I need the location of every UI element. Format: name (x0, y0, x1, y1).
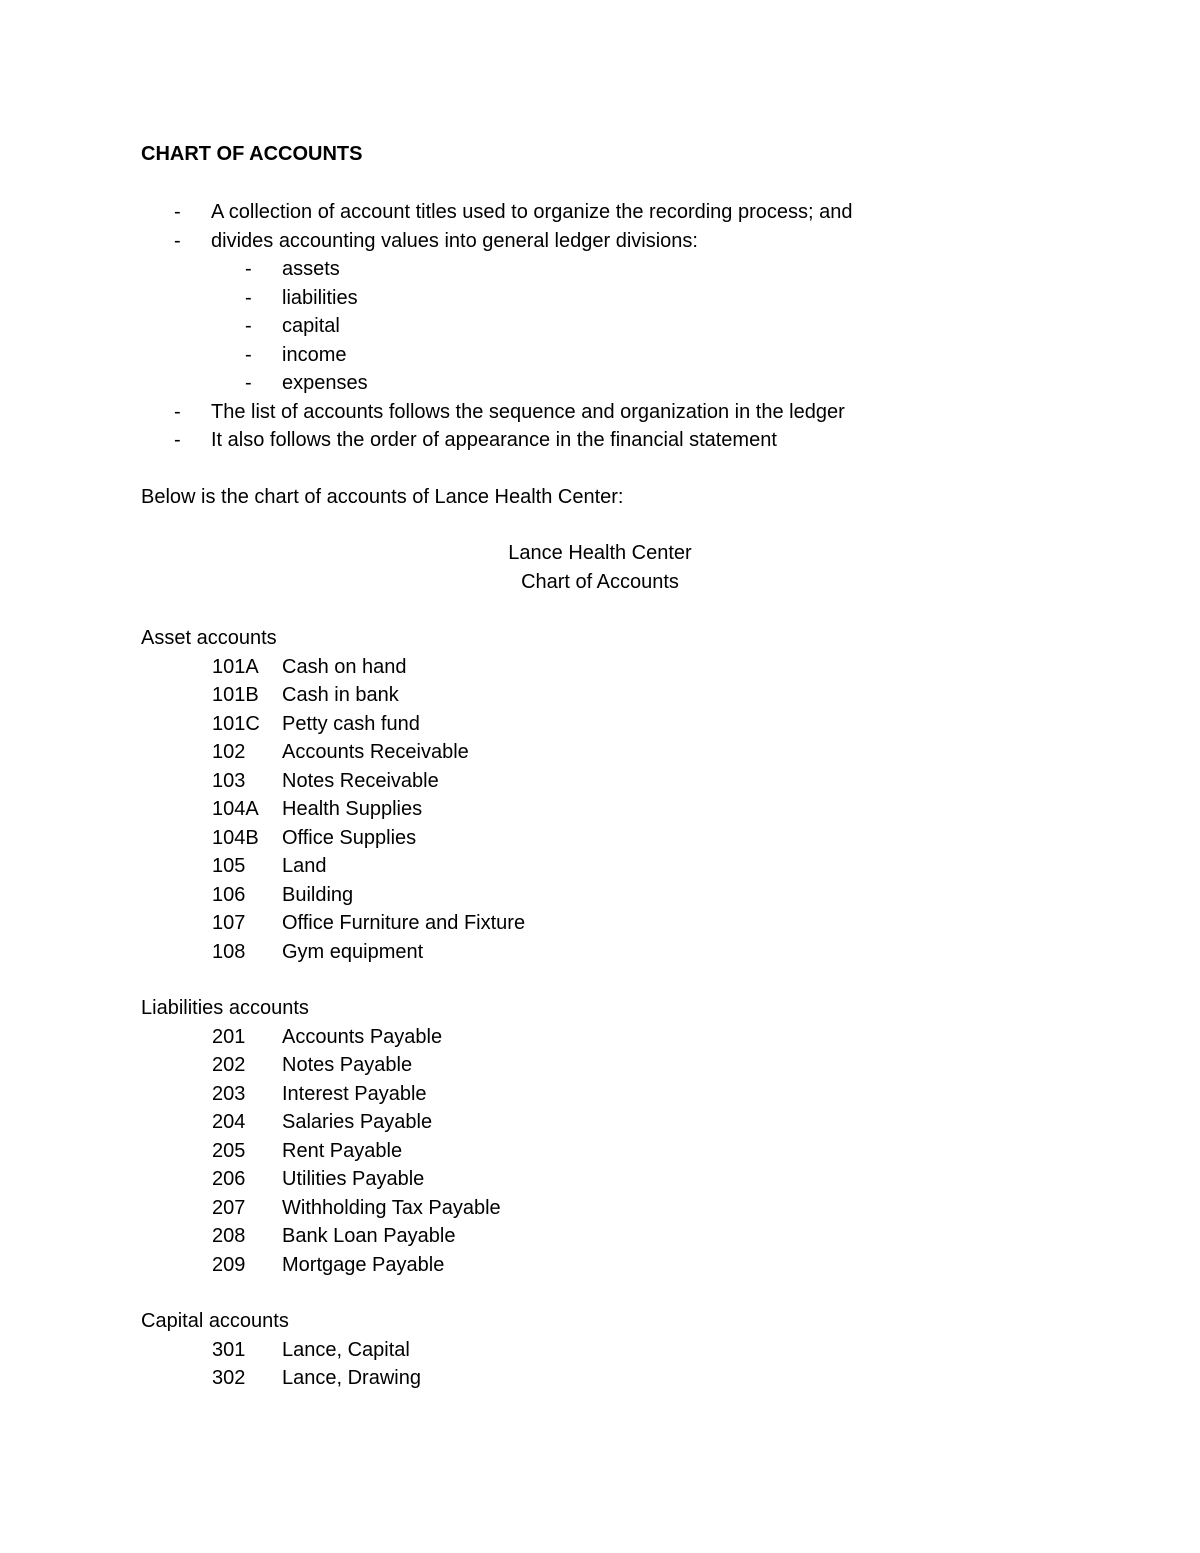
asset-accounts-list (141, 653, 1059, 967)
account-code: 202 (212, 1054, 246, 1076)
account-row (141, 824, 1059, 853)
dash-marker: - (174, 229, 181, 252)
section-label-liabilities: Liabilities accounts (141, 997, 309, 1019)
dash-marker: - (245, 343, 252, 366)
account-name: Salaries Payable (282, 1111, 433, 1133)
list-item (141, 198, 1059, 227)
account-name: Accounts Receivable (282, 741, 469, 763)
document-page (141, 140, 1059, 1393)
account-code: 103 (212, 769, 246, 792)
account-code: 203 (212, 1082, 246, 1105)
sub-list-item-text: capital (282, 315, 340, 337)
dash-marker: - (245, 286, 252, 309)
capital-accounts-list (141, 1336, 1059, 1393)
account-code: 205 (212, 1139, 246, 1162)
account-row (141, 1165, 1059, 1194)
account-row (141, 1080, 1059, 1109)
account-row (141, 795, 1059, 824)
account-name: Lance, Drawing (282, 1367, 421, 1389)
definition-list (141, 198, 1059, 255)
account-name: Cash on hand (282, 655, 407, 678)
list-item-text: divides accounting values into general ledger divisions: (211, 229, 698, 252)
dash-marker: - (245, 258, 252, 280)
account-code: 207 (212, 1196, 246, 1219)
account-name: Accounts Payable (282, 1025, 443, 1048)
dash-marker: - (174, 429, 181, 451)
account-name: Utilities Payable (282, 1168, 425, 1190)
account-row (141, 1222, 1059, 1251)
account-name: Notes Receivable (282, 769, 439, 792)
division-list (141, 255, 1059, 398)
account-row (141, 1108, 1059, 1137)
account-code: 102 (212, 741, 246, 763)
account-row (141, 1364, 1059, 1393)
page-heading: CHART OF ACCOUNTS (141, 143, 363, 165)
account-name: Office Furniture and Fixture (282, 912, 526, 934)
sub-list-item (141, 312, 1059, 341)
account-name: Bank Loan Payable (282, 1225, 456, 1247)
list-item (141, 227, 1059, 256)
sub-list-item (141, 284, 1059, 313)
account-row (141, 938, 1059, 967)
account-code: 302 (212, 1367, 246, 1389)
account-row (141, 1137, 1059, 1166)
dash-marker: - (174, 201, 181, 223)
list-item-text: A collection of account titles used to organize the recording process; and (211, 201, 853, 223)
account-name: Rent Payable (282, 1139, 403, 1162)
account-code: 209 (212, 1253, 246, 1276)
account-name: Mortgage Payable (282, 1253, 445, 1276)
sub-list-item-text: expenses (282, 372, 368, 394)
account-name: Land (282, 855, 327, 877)
account-row (141, 852, 1059, 881)
account-row (141, 881, 1059, 910)
account-code: 204 (212, 1111, 246, 1133)
account-row (141, 1336, 1059, 1365)
sub-list-item-text: liabilities (282, 286, 358, 309)
account-code: 108 (212, 940, 246, 963)
account-name: Lance, Capital (282, 1338, 410, 1361)
account-name: Withholding Tax Payable (282, 1196, 501, 1219)
account-row (141, 1251, 1059, 1280)
section-label-capital: Capital accounts (141, 1310, 289, 1332)
liability-accounts-list (141, 1023, 1059, 1280)
account-code: 104A (212, 798, 259, 820)
account-name: Cash in bank (282, 684, 399, 706)
sub-list-item-text: assets (282, 258, 340, 280)
account-name: Gym equipment (282, 940, 424, 963)
account-row (141, 1194, 1059, 1223)
account-code: 105 (212, 855, 246, 877)
account-row (141, 653, 1059, 682)
list-item-text: It also follows the order of appearance in the financial statement (211, 429, 777, 451)
account-code: 201 (212, 1025, 246, 1048)
account-name: Building (282, 883, 354, 906)
sub-list-item-text: income (282, 343, 347, 366)
account-code: 301 (212, 1338, 246, 1361)
sub-list-item (141, 369, 1059, 398)
account-code: 101C (212, 712, 260, 735)
account-code: 107 (212, 912, 246, 934)
account-code: 206 (212, 1168, 246, 1190)
account-row (141, 681, 1059, 710)
list-item-text: The list of accounts follows the sequence and organization in the ledger (211, 400, 845, 423)
account-name: Health Supplies (282, 798, 423, 820)
list-item (141, 398, 1059, 427)
dash-marker: - (245, 315, 252, 337)
account-code: 104B (212, 826, 259, 849)
document-title: Lance Health Center (508, 542, 692, 564)
account-name: Notes Payable (282, 1054, 413, 1076)
account-row (141, 1051, 1059, 1080)
account-row (141, 909, 1059, 938)
account-row (141, 1023, 1059, 1052)
dash-marker: - (245, 372, 252, 394)
sub-list-item (141, 341, 1059, 370)
sub-list-item (141, 255, 1059, 284)
document-subtitle: Chart of Accounts (521, 570, 679, 593)
account-code: 106 (212, 883, 246, 906)
intro-paragraph: Below is the chart of accounts of Lance Health Center: (141, 485, 624, 508)
dash-marker: - (174, 400, 181, 423)
account-name: Office Supplies (282, 826, 417, 849)
list-item (141, 426, 1059, 455)
section-label-assets: Asset accounts (141, 627, 277, 649)
account-row (141, 738, 1059, 767)
account-name: Petty cash fund (282, 712, 420, 735)
account-code: 101B (212, 684, 259, 706)
account-row (141, 767, 1059, 796)
definition-list-continued (141, 398, 1059, 455)
account-row (141, 710, 1059, 739)
account-name: Interest Payable (282, 1082, 427, 1105)
account-code: 101A (212, 655, 259, 678)
account-code: 208 (212, 1225, 246, 1247)
